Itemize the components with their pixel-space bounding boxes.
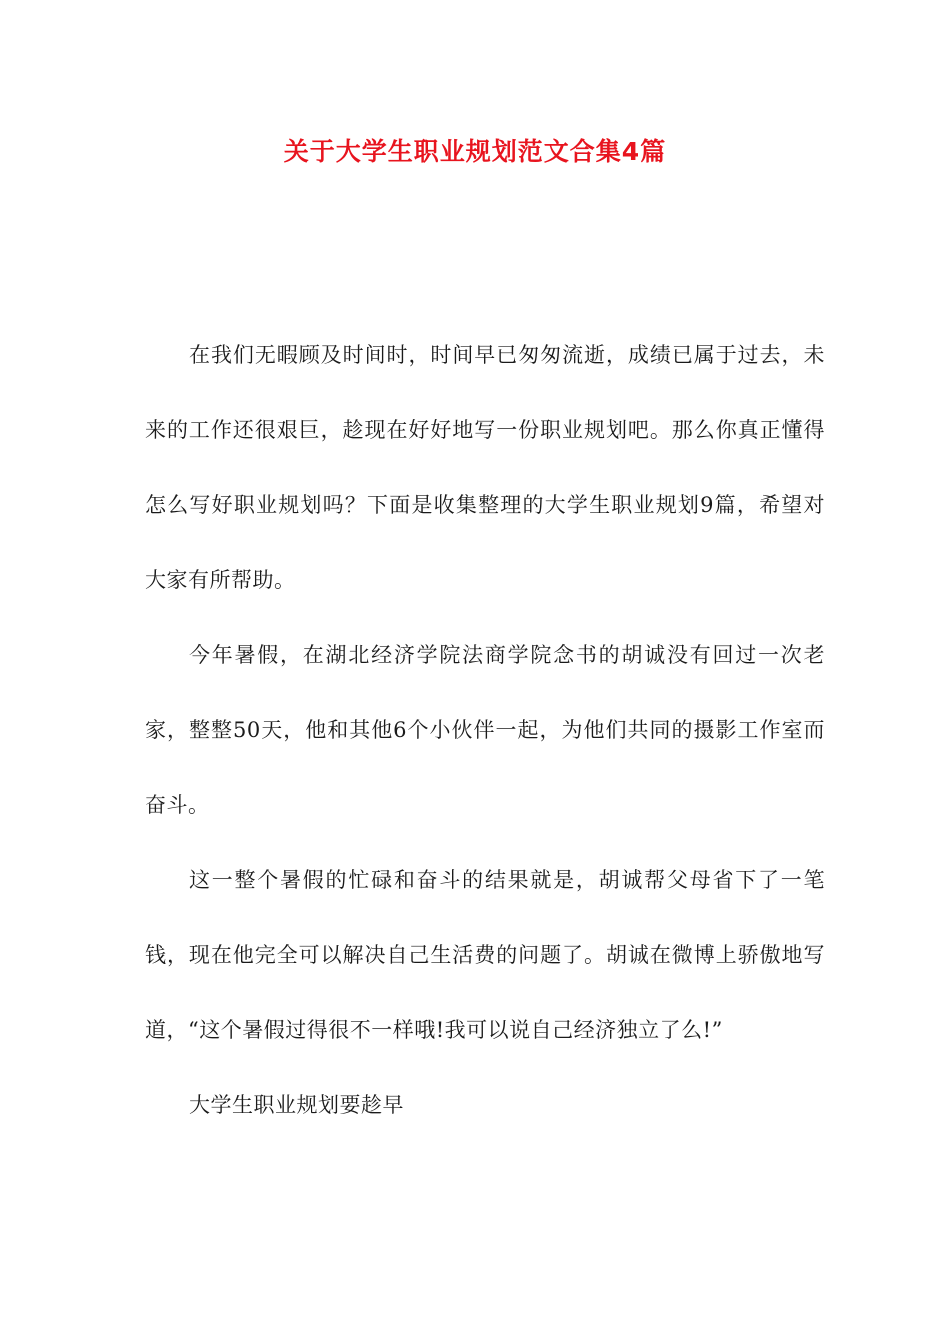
paragraph-result: 这一整个暑假的忙碌和奋斗的结果就是，胡诚帮父母省下了一笔钱，现在他完全可以解决自己生活费的问题了。胡诚在微博上骄傲地写道，“这个暑假过得很不一样哦!我可以说自己经济独立了么!”: [145, 868, 825, 1042]
document-body: [145, 318, 825, 1143]
paragraph-intro: 在我们无暇顾及时间时，时间早已匆匆流逝，成绩已属于过去，未来的工作还很艰巨，趁现在好好地写一份职业规划吧。那么你真正懂得怎么写好职业规划吗？下面是收集整理的大学生职业规划9篇，希望对大家有所帮助。: [145, 343, 825, 592]
paragraph-summer: 今年暑假，在湖北经济学院法商学院念书的胡诚没有回过一次老家，整整50天，他和其他6个小伙伴一起，为他们共同的摄影工作室而奋斗。: [145, 643, 825, 817]
document-title: 关于大学生职业规划范文合集4篇: [283, 137, 667, 166]
paragraph-heading: 大学生职业规划要趁早: [189, 1093, 404, 1117]
